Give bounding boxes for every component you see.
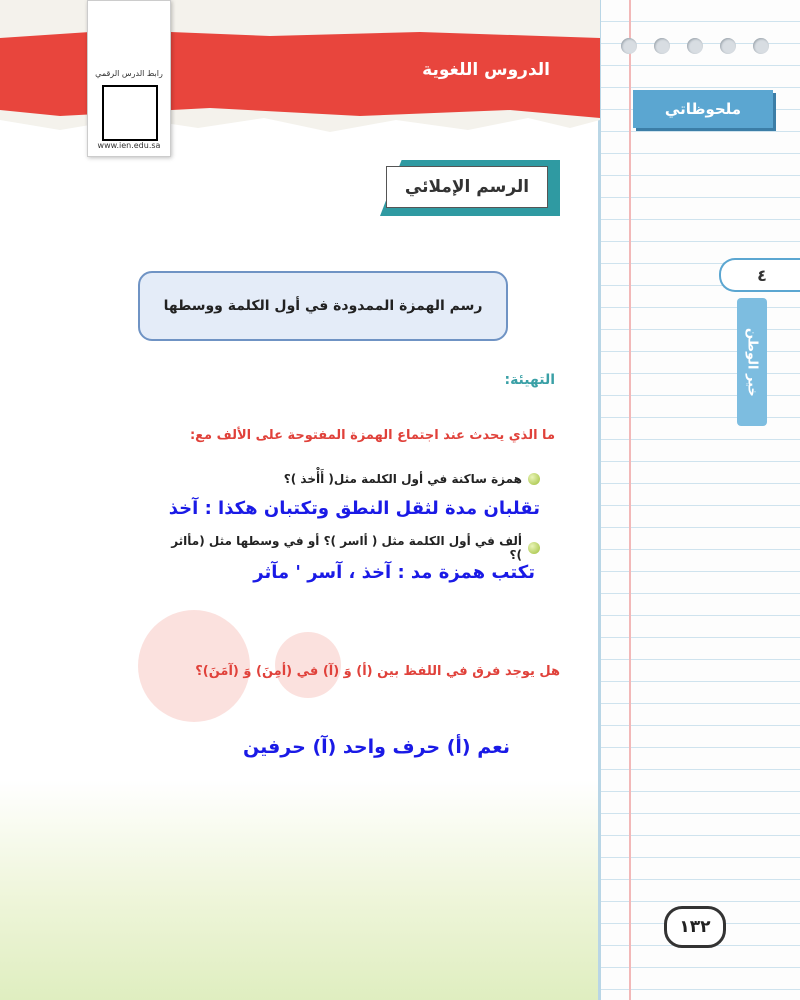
- qr-url[interactable]: www.ien.edu.sa: [97, 141, 161, 150]
- chapter-title: خير الوطن: [737, 298, 767, 426]
- binder-hole-icon: [687, 38, 703, 54]
- bullet-text: همزة ساكنة في أول الكلمة مثل( أَأْخذ )؟: [283, 472, 522, 486]
- question-2: هل يوجد فرق في اللفظ بين (أ) وَ (آ) في (أمِنَ) وَ (آمَنَ)؟: [195, 664, 560, 679]
- answer-3: نعم (أ) حرف واحد (آ) حرفين: [243, 736, 510, 758]
- binder-hole-icon: [621, 38, 637, 54]
- binder-hole-icon: [753, 38, 769, 54]
- qr-code-icon[interactable]: [102, 85, 158, 141]
- header-title: الدروس اللغوية: [422, 60, 550, 80]
- bullet-dot-icon: [528, 473, 540, 485]
- bullet-item: [160, 472, 540, 486]
- binder-hole-icon: [720, 38, 736, 54]
- binder-holes: [621, 38, 769, 54]
- chapter-number: ٤: [719, 258, 800, 292]
- bullet-item: [160, 534, 540, 562]
- page-number: ١٣٢: [664, 906, 726, 948]
- warmup-question: ما الذي يحدث عند اجتماع الهمزة المفتوحة على الألف مع:: [189, 428, 555, 443]
- answer-1: تقلبان مدة لثقل النطق وتكتبان هكذا : آخذ: [168, 498, 540, 519]
- lesson-title: رسم الهمزة الممدودة في أول الكلمة ووسطها: [138, 271, 508, 341]
- warmup-label: التهيئة:: [504, 372, 555, 388]
- notes-tab: ملحوظاتي: [633, 90, 773, 128]
- notes-notebook: [598, 0, 800, 1000]
- bullet-text: ألف في أول الكلمة مثل ( أاسر )؟ أو في وسطها مثل (مأاثر )؟: [171, 534, 522, 562]
- bullet-dot-icon: [528, 542, 540, 554]
- qr-label: رابط الدرس الرقمي: [95, 69, 163, 78]
- binder-hole-icon: [654, 38, 670, 54]
- notebook-margin-line: [629, 0, 631, 1000]
- qr-card[interactable]: [87, 0, 171, 157]
- answer-2: تكتب همزة مد : آخذ ، آسر ' مآثر: [253, 562, 535, 583]
- section-title: الرسم الإملائي: [386, 166, 548, 208]
